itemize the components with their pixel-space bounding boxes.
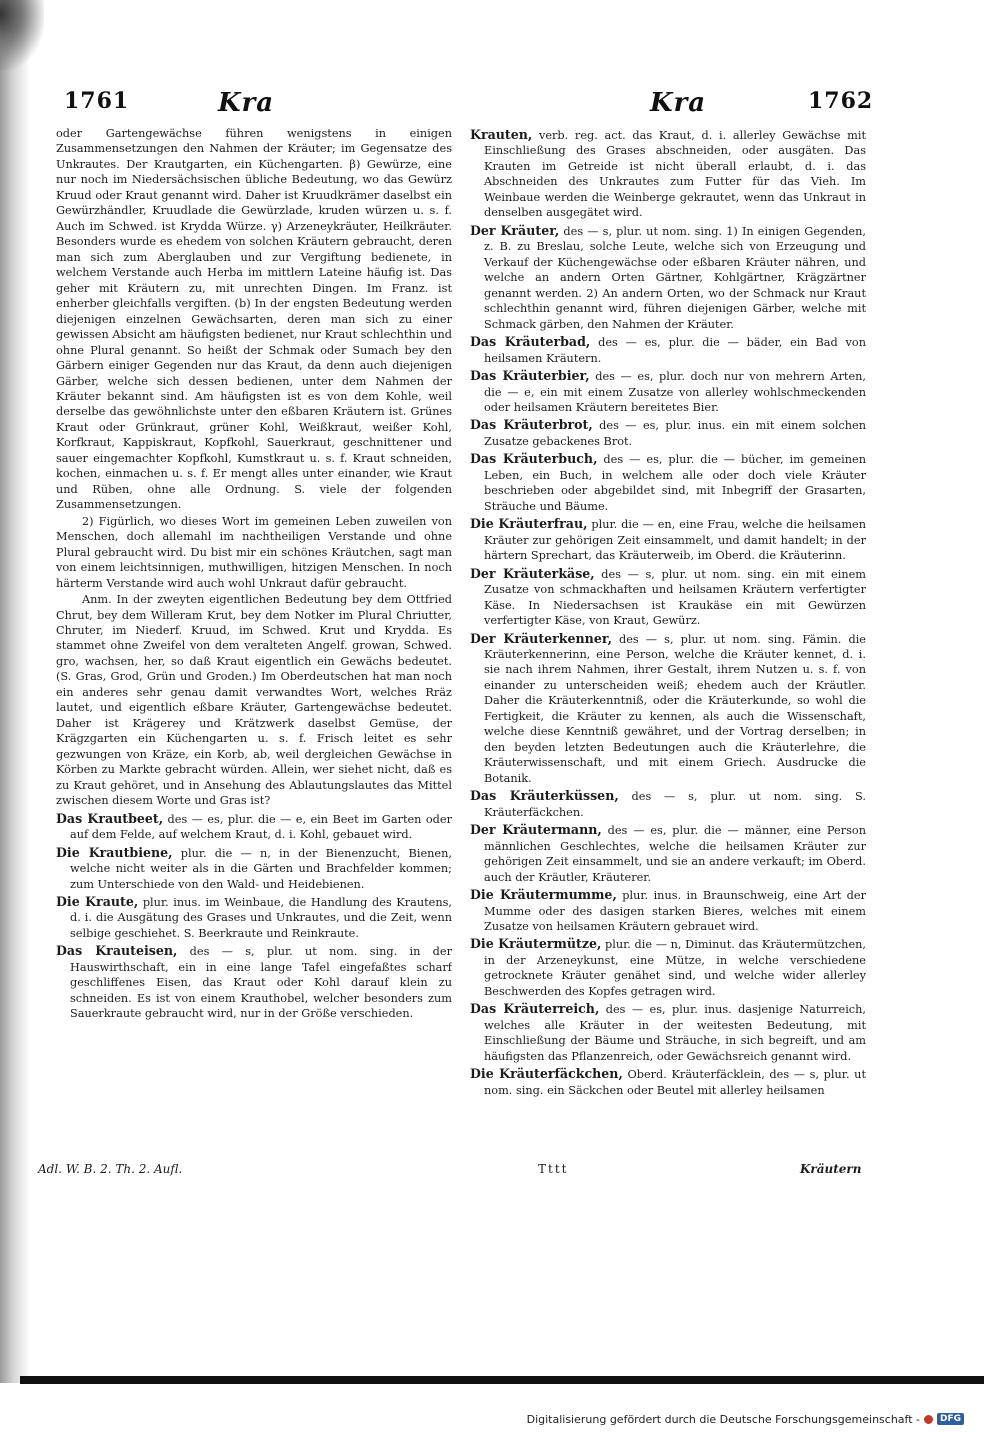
dictionary-entry bbox=[470, 367, 866, 415]
dictionary-entry bbox=[470, 630, 866, 787]
catchword: Kräutern bbox=[800, 1162, 862, 1176]
signature-mark: Adl. W. B. 2. Th. 2. Aufl. bbox=[38, 1162, 183, 1176]
dictionary-entry bbox=[470, 787, 866, 820]
entry-definition: plur. die — n, in der Bienenzucht, Bienen, welche nicht weiter als in die Gärten und Brachfelder kommen; zum Unterschiede von den Wald- und Heidebienen. bbox=[70, 846, 452, 891]
entry-headword: Die Krautbiene, bbox=[56, 844, 173, 860]
dictionary-entry bbox=[56, 844, 452, 892]
digitization-note: Digitalisierung gefördert durch die Deutsche Forschungsgemeinschaft - bbox=[526, 1412, 920, 1426]
entry-headword: Die Kräuterfäckchen, bbox=[470, 1066, 623, 1082]
dictionary-entry bbox=[56, 942, 452, 1021]
entry-headword: Das Kräuterreich, bbox=[470, 1001, 600, 1017]
bottom-scan-rule bbox=[20, 1376, 984, 1384]
entry-definition: des — s, plur. ut nom. sing. in der Hauswirthschaft, ein in eine lange Tafel eingefaßtes scharf geschliffenes Eisen, das Kraut oder Kohl darauf klein zu schneiden. Es ist von einem Krauthobel, welcher besonders zum Sauerkraute gebraucht wird, nur in der Größe verschieden. bbox=[70, 945, 452, 1021]
dictionary-entry bbox=[470, 1065, 866, 1098]
entry-definition: plur. die — n, Diminut. das Kräutermützchen, in der Arzeneykunst, eine Mütze, in welche verschiedene getrocknete Kräuter genähet sind, und welche wider allerley Beschwerden des Kopfes getragen wird. bbox=[484, 938, 866, 998]
entry-headword: Die Kräuterfrau, bbox=[470, 516, 588, 532]
entry-headword: Das Kräuterbrot, bbox=[470, 417, 593, 433]
entry-headword: Krauten, bbox=[470, 127, 533, 142]
dfg-mark-icon bbox=[924, 1415, 933, 1424]
continued-paragraph: oder Gartengewächse führen wenigstens in einigen Zusammensetzungen den Nahmen der Kräuter; im Gegensatze des Unkrautes. Der Krautgarten, ein Küchengarten. β) Gewürze, eine nur noch im Niedersächsischen übliche Bedeutung, wo das Gewürz Kruud oder Kraut genannt wird. Daher ist Kruudkrämer daselbst ein Gewürzhändler, Kruudlade die Gewürzlade, kruden würzen u. s. f. Auch im Schwed. ist Krydda Würze. γ) Arzeneykräuter, Heilkräuter. Besonders wurde es ehedem von solchen Kräutern gebraucht, deren man sich zum Aberglauben und zur Vergiftung bedienete, in welchem Verstande auch Herba im mittlern Lateine häufig ist. Das geher mit Kräutern zu, mit unrechten Dingen. Im Franz. ist enherber gleichfalls vergiften. (b) In der engsten Bedeutung werden diejenigen einzelnen Gewächsarten, deren man sich zu einer gewissen Absicht am häufigsten bedienet, nur Kraut schlechthin und ohne Plural genannt. So heißt der Schmak oder Sumach bey den Gärbern einiger Gegenden nur das Kraut, da denn auch diejenigen Gärber, welche sich dessen bedienen, unter dem Nahmen der Kräuter bekannt sind. Am häufigsten ist es von dem Kohle, weil derselbe das gewöhnlichste unter den eßbaren Kräutern ist. Grünes Kraut oder Grünkraut, grüner Kohl, Weißkraut, weißer Kohl, Korfkraut, Kappiskraut, Kopfkohl, Sauerkraut, geschnittener und sauer eingemachter Kopfkohl, Kumstkraut u. s. f. Kraut schneiden, kochen, einmachen u. s. f. Er mengt alles unter einander, wie Kraut und Rüben, ohne alle Ordnung. S. viele der folgenden Zusammensetzungen. bbox=[56, 127, 452, 512]
entry-headword: Das Kräuterküssen, bbox=[470, 788, 619, 804]
dictionary-entry bbox=[56, 810, 452, 843]
page-number-left: 1761 bbox=[64, 88, 130, 114]
dictionary-entry bbox=[470, 886, 866, 934]
entry-definition: plur. inus. in Braunschweig, eine Art der Mumme oder des dasigen starken Bieres, welches mit einem Zusatze von heilsamen Kräutern gebrauet wird. bbox=[484, 889, 866, 933]
entry-definition: des — es, plur. die — männer, eine Person männlichen Geschlechtes, welche die heilsamen Kräuter zur gehörigen Zeit einsammelt, und sie an andere verkauft; im Oberd. auch der Kräutler, Kräuterer. bbox=[484, 824, 866, 884]
entry-definition: des — s, plur. ut nom. sing. 1) In einigen Gegenden, z. B. zu Breslau, solche Leute, welche sich von Erzeugung und Verkauf der Küchengewächse oder eßbaren Kräuter nähren, und welche an andern Orten Gärtner, Kohlgärtner, Krägzärtner genannt werden. 2) An andern Orten, wo der Schmack nur Kraut schlechthin genannt wird, führen diejenigen Gärber, welche mit Schmack gärben, den Nahmen der Kräuter. bbox=[484, 224, 866, 331]
entry-definition: des — es, plur. inus. ein mit einem solchen Zusatze gebackenes Brot. bbox=[484, 419, 866, 448]
entry-definition: des — es, plur. inus. dasjenige Naturreich, welches alle Kräuter in der weitesten Bedeutung, mit Einschließung der Bäume und Sträuche, in sich begreift, und am häufigsten das Pflanzenreich, oder Gewächsreich genannt wird. bbox=[484, 1003, 866, 1063]
entry-headword: Die Kräutermütze, bbox=[470, 936, 602, 952]
dictionary-entry bbox=[470, 515, 866, 563]
entry-headword: Der Kräutermann, bbox=[470, 822, 602, 838]
dfg-logo: DFG bbox=[937, 1413, 964, 1425]
running-head-right: Kra bbox=[650, 88, 707, 118]
dictionary-entry bbox=[470, 450, 866, 514]
entry-headword: Der Kräuterkenner, bbox=[470, 630, 612, 646]
dictionary-entry bbox=[470, 126, 866, 221]
right-column bbox=[470, 126, 866, 1156]
entry-headword: Das Kräuterbuch, bbox=[470, 451, 598, 467]
page-header bbox=[0, 88, 1000, 124]
entry-headword: Das Krauteisen, bbox=[56, 943, 178, 959]
dictionary-entry bbox=[56, 893, 452, 941]
dictionary-entry bbox=[470, 821, 866, 885]
entry-headword: Das Krautbeet, bbox=[56, 810, 164, 826]
dictionary-entry bbox=[470, 565, 866, 629]
entry-definition: des — s, plur. ut nom. sing. Fämin. die Kräuterkennerinn, eine Person, welche die Kräuter kennet, d. i. sie nach ihrem Nahmen, ihrer Gestalt, ihrem Nutzen u. s. f. von einander zu unterscheiden weiß; ehedem auch der Kräutler. Daher die Kräuterkenntniß, oder die Kräuterkunde, so wohl die Fertigkeit, die Kräuter zu kennen, als auch die Wissenschaft, welche diese Kenntniß gewähret, und der Vortrag derselben; in den beyden letzten Bedeutungen auch die Kräuterlehre, die Kräuterwissenschaft, und mit einem Griech. Ausdrucke die Botanik. bbox=[484, 632, 866, 785]
left-column bbox=[56, 126, 452, 1156]
entry-definition: des — es, plur. die — e, ein Beet im Garten oder auf dem Felde, auf welchem Kraut, d. i. Kohl, gebauet wird. bbox=[70, 812, 452, 842]
dictionary-entry bbox=[470, 416, 866, 449]
entry-definition: des — es, plur. die — bücher, im gemeinen Leben, ein Buch, in welchem alle oder doch viele Kräuter beschrieben oder abgebildet sind, mit Inbegriff der Grasarten, Sträuche und Bäume. bbox=[484, 453, 866, 513]
entry-definition: plur. inus. im Weinbaue, die Handlung des Krautens, d. i. die Ausgätung des Grases und Unkrautes, und die Zeit, wenn selbige geschiehet. S. Beerkraute und Reinkraute. bbox=[70, 895, 452, 940]
entry-definition: Oberd. Kräuterfäcklein, des — s, plur. ut nom. sing. ein Säckchen oder Beutel mit allerley heilsamen bbox=[484, 1068, 866, 1097]
dictionary-entry bbox=[470, 333, 866, 366]
entry-headword: Der Kräuterkäse, bbox=[470, 565, 595, 581]
entry-headword: Das Kräuterbier, bbox=[470, 368, 590, 384]
paragraph: 2) Figürlich, wo dieses Wort im gemeinen Leben zuweilen von Menschen, doch allemahl im nachtheiligen Verstande und ohne Plural gebraucht wird. Du bist mir ein schönes Kräutchen, sagt man von einem leichtsinnigen, muthwilligen, hitzigen Menschen. In noch härterm Verstande wird auch wohl Unkraut dafür gebraucht. bbox=[56, 514, 452, 590]
sheet-mark: Tttt bbox=[538, 1162, 569, 1176]
entry-definition: des — s, plur. ut nom. sing. ein mit einem Zusatze von schmackhaften und heilsamen Kräutern verfertigter Käse. In Niedersachsen ist Kraukäse ein mit Gewürzen verfertigter Käse, von Kraut, Gewürz. bbox=[484, 567, 866, 628]
page-number-right: 1762 bbox=[808, 88, 874, 114]
digitization-footer bbox=[527, 1412, 964, 1426]
entry-definition: des — es, plur. doch nur von mehrern Arten, die — e, ein mit einem Zusatze von allerley wohlschmeckenden oder heilsamen Kräutern bereitetes Bier. bbox=[484, 370, 866, 414]
running-head-left: Kra bbox=[218, 88, 275, 118]
entry-definition: des — es, plur. die — bäder, ein Bad von heilsamen Kräutern. bbox=[484, 336, 866, 365]
scan-edge-shadow bbox=[0, 0, 30, 1383]
scan-corner-blot bbox=[0, 0, 44, 70]
entry-definition: verb. reg. act. das Kraut, d. i. allerley Gewächse mit Einschließung des Grases abschneiden, oder ausgäten. Das Krauten im Getreide ist nicht überall erlaubt, d. i. das Abschneiden des Unkrautes zum Futter für das Vieh. Im Weinbaue werden die Weinberge gekrautet, wenn das Unkraut in denselben ausgegätet wird. bbox=[484, 129, 866, 220]
dictionary-entry bbox=[470, 222, 866, 332]
entry-headword: Der Kräuter, bbox=[470, 222, 560, 238]
entry-headword: Das Kräuterbad, bbox=[470, 334, 591, 350]
entry-definition: plur. die — en, eine Frau, welche die heilsamen Kräuter zur gehörigen Zeit einsammelt, und damit handelt; in der härtern Sprechart, das Kräuterweib, im Oberd. die Kräuterinn. bbox=[484, 518, 866, 563]
dictionary-entry bbox=[470, 935, 866, 999]
entry-headword: Die Kraute, bbox=[56, 893, 139, 909]
dictionary-entry bbox=[470, 1000, 866, 1064]
entry-definition: des — s, plur. ut nom. sing. S. Kräuterfäckchen. bbox=[484, 790, 866, 819]
paragraph: Anm. In der zweyten eigentlichen Bedeutung bey dem Ottfried Chrut, bey dem Willeram Krut, bey dem Notker im Plural Chriutter, Chruter, im Niederf. Kruud, im Schwed. Krut und Krydda. Es stammet ohne Zweifel von dem veralteten Angelf. growan, Schwed. gro, wachsen, her, so daß Kraut eigentlich ein Gewächs bedeutet. (S. Gras, Grod, Grün und Groden.) Im Oberdeutschen hat man noch ein anderes sehr genau damit verwandtes Wort, welches Rräz lautet, und eigentlich eßbare Kräuter, Gartengewächse bedeutet. Daher ist Krägerey und Krätzwerk daselbst Gemüse, der Krägzgarten ein Küchengarten u. s. f. Frisch leitet es sehr gezwungen von Kräze, ein Korb, ab, weil dergleichen Gewächse in Körben zu Markte gebracht würden. Allein, wer siehet nicht, daß es zu Kraut gehöret, und in Ansehung des Ablautungslautes das Mittel zwischen diesem Worte und Gras ist? bbox=[56, 593, 452, 808]
entry-headword: Die Kräutermumme, bbox=[470, 887, 617, 903]
